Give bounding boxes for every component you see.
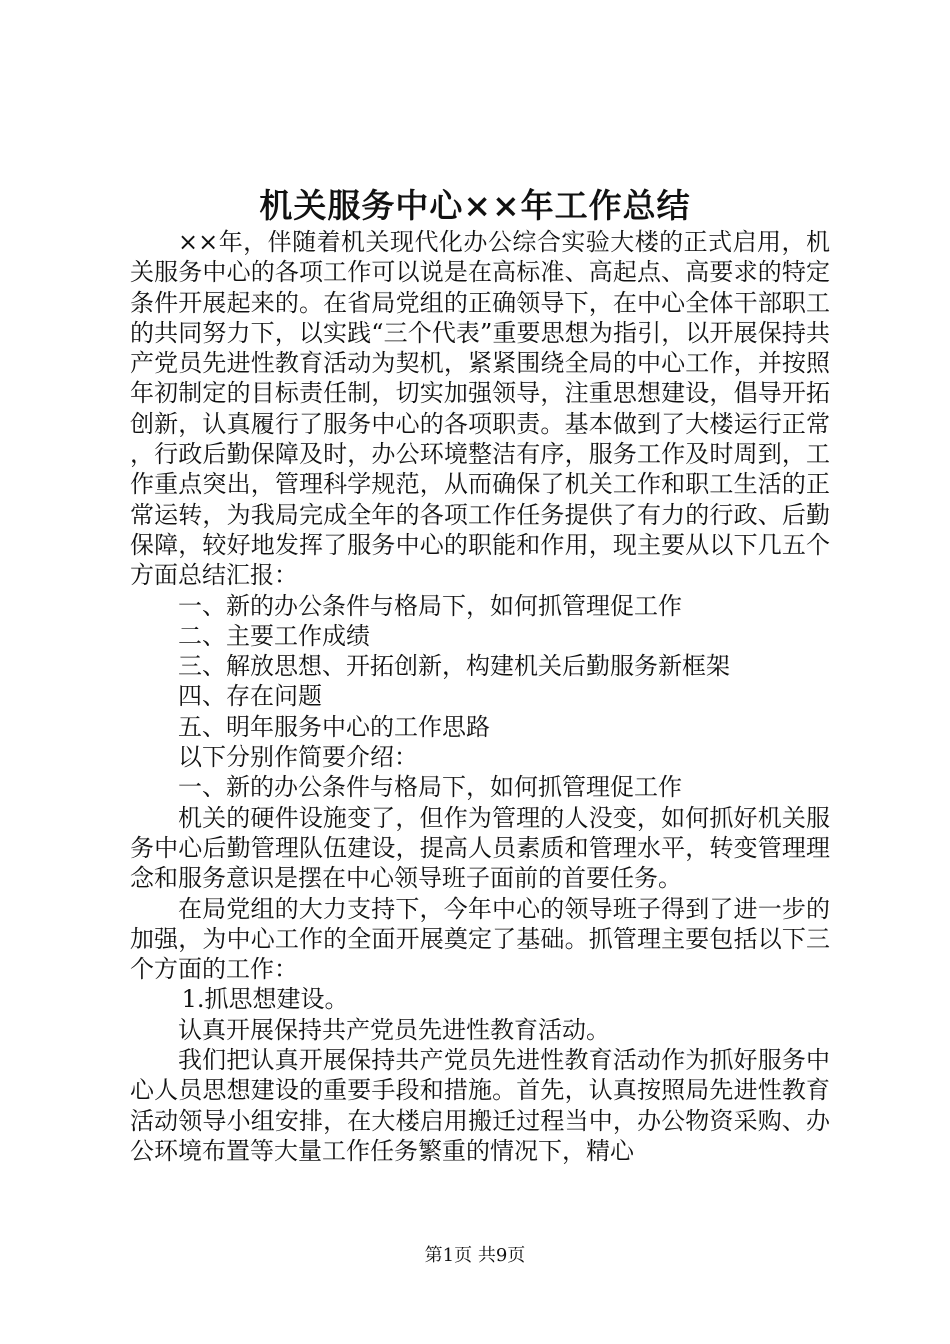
outline-item-3: 三、解放思想、开拓创新，构建机关后勤服务新框架 [178, 652, 730, 681]
page-number-footer: 第1页 共9页 [424, 1245, 526, 1266]
outline-item-2: 二、主要工作成绩 [178, 621, 370, 650]
subsection-1-paragraph: 我们把认真开展保持共产党员先进性教育活动作为抓好服务中心人员思想建设的重要手段和措施。首先，认真按照局先进性教育活动领导小组安排，在大楼启用搬迁过程当中，办公物资采购、办公环境布置等大量工作任务繁重的情况下，精心 [130, 1046, 830, 1165]
outline-item-5: 五、明年服务中心的工作思路 [178, 712, 490, 741]
section-heading-1: 一、新的办公条件与格局下，如何抓管理促工作 [178, 773, 682, 802]
section-1-paragraph-1: 机关的硬件设施变了，但作为管理的人没变，如何抓好机关服务中心后勤管理队伍建设，提高人员素质和管理水平，转变管理理念和服务意识是摆在中心领导班子面前的首要任务。 [130, 803, 830, 893]
intro-transition-line: 以下分别作简要介绍： [178, 743, 418, 772]
document-title: 机关服务中心××年工作总结 [259, 186, 691, 225]
section-1-paragraph-2: 在局党组的大力支持下，今年中心的领导班子得到了进一步的加强，为中心工作的全面开展奠定了基础。抓管理主要包括以下三个方面的工作： [130, 894, 830, 984]
subsection-1-lead: 认真开展保持共产党员先进性教育活动。 [178, 1015, 610, 1044]
subsection-heading-1: 1.抓思想建设。 [181, 985, 349, 1014]
outline-item-1: 一、新的办公条件与格局下，如何抓管理促工作 [178, 591, 682, 620]
intro-paragraph: ××年，伴随着机关现代化办公综合实验大楼的正式启用，机关服务中心的各项工作可以说是在高标准、高起点、高要求的特定条件开展起来的。在省局党组的正确领导下，在中心全体干部职工的共同努力下，以实践“三个代表”重要思想为指引，以开展保持共产党员先进性教育活动为契机，紧紧围绕全局的中心工作，并按照年初制定的目标责任制，切实加强领导，注重思想建设，倡导开拓创新，认真履行了服务中心的各项职责。基本做到了大楼运行正常，行政后勤保障及时，办公环境整洁有序，服务工作及时周到，工作重点突出，管理科学规范，从而确保了机关工作和职工生活的正常运转，为我局完成全年的各项工作任务提供了有力的行政、后勤保障，较好地发挥了服务中心的职能和作用，现主要从以下几五个方面总结汇报： [130, 228, 830, 590]
document-body [130, 227, 830, 1166]
outline-item-4: 四、存在问题 [178, 682, 322, 711]
